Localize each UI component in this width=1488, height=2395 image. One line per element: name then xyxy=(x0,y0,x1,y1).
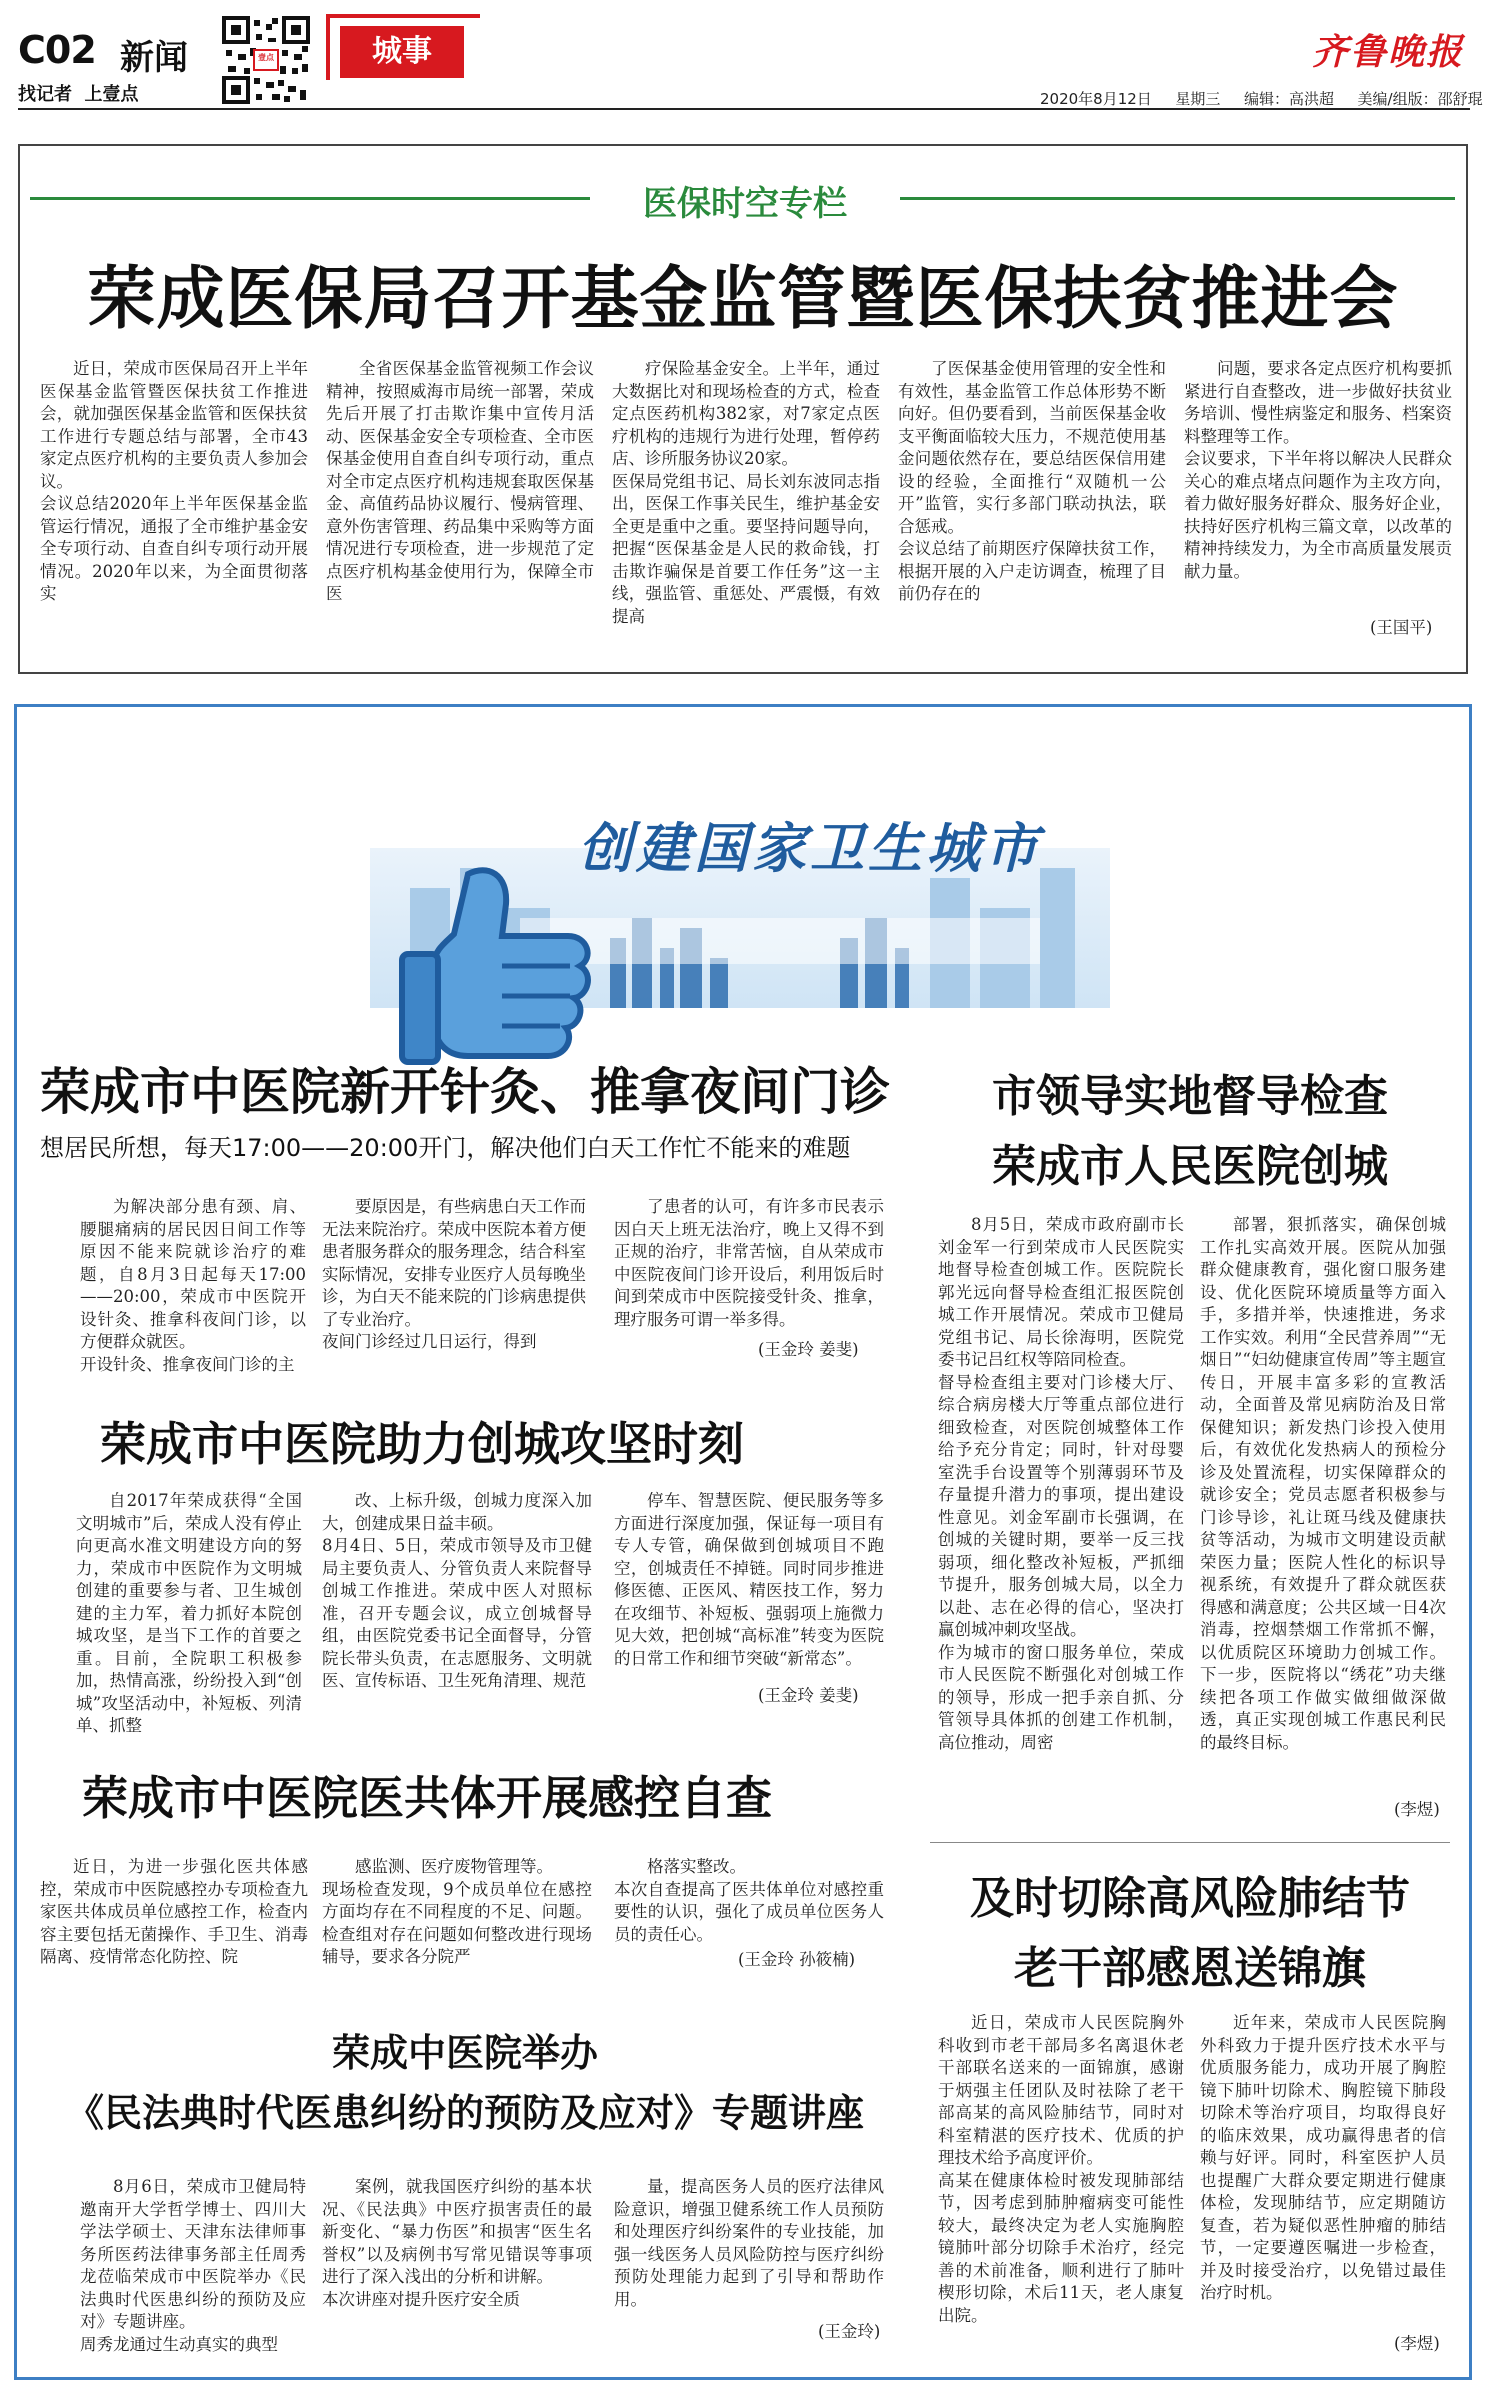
article-a-subtitle: 想居民所想，每天17:00——20:00开门，解决他们白天工作忙不能来的难题 xyxy=(40,1134,851,1162)
article-c-author: (王金玲 孙筱楠) xyxy=(738,1950,856,1969)
article-f-col-1: 近日，荣成市人民医院胸外科收到市老干部局多名离退休老干部联名送来的一面锦旗，感谢于炳强主任团队及时祛除了老干部高某的高风险肺结节，同时对科室精湛的医疗技术、优质的护理技术给予高度评价。 高某在健康体检时被发现肺部结节，因考虑到肺肿瘤病变可能性较大，最终决定为老人实施胸腔镜肺叶部分切除手术治疗，经完善的术前准备，顺利进行了肺叶楔形切除，术后11天，老人康复出院。 xyxy=(938,2013,1184,2325)
article-d-title-line2: 《民法典时代医患纠纷的预防及应对》专题讲座 xyxy=(65,2091,864,2135)
column-label-rule-right xyxy=(900,197,1455,200)
article-e-col-1: 8月5日，荣成市政府副市长刘金军一行到荣成市人民医院实地督导检查创城工作。医院院长郭光远向督导检查组汇报医院创城工作开展情况。荣成市卫健局党组书记、局长徐海明，医院党委书记吕红权等陪同检查。 督导检查组主要对门诊楼大厅、综合病房楼大厅等重点部位进行细致检查，对医院创城整体工作给予充分肯定；同时，针对母婴室洗手台设置等个别薄弱环节及存量提升潜力的事项，提出建设性意见。刘金军副市长强调，在创城的关键时期，要举一反三找弱项，细化整改补短板，严抓细节提升，服务创城大局，以全力以赴、志在必得的信心，坚决打赢创城冲刺攻坚战。 作为城市的窗口服务单位，荣成市人民医院不断强化对创城工作的领导，形成一把手亲自抓、分管领导具体抓的创建工作机制，高位推动，周密 xyxy=(938,1215,1184,1752)
article-c-title: 荣成市中医院医共体开展感控自查 xyxy=(82,1771,772,1825)
editor-credit: 编辑：高洪超 xyxy=(1243,90,1334,108)
article-c-col-3: 格落实整改。 本次自查提高了医共体单位对感控重要性的认识，强化了成员单位医务人员的责任心。 xyxy=(614,1857,884,1944)
masthead xyxy=(0,0,1488,110)
article-e-title-line1: 市领导实地督导检查 xyxy=(992,1071,1388,1122)
designer-credit: 美编/组版：邵舒琨 xyxy=(1357,90,1483,108)
article-d-col-2: 案例，就我国医疗纠纷的基本状况、《民法典》中医疗损害责任的最新变化、“暴力伤医”和损害“医生名誉权”以及病例书写常见错误等事项进行了深入浅出的分析和讲解。 本次讲座对提升医疗安全质 xyxy=(322,2177,592,2309)
article-a-title: 荣成市中医院新开针灸、推拿夜间门诊 xyxy=(40,1063,890,1121)
column-label: 医保时空专栏 xyxy=(643,184,847,224)
top-article-title: 荣成医保局召开基金监管暨医保扶贫推进会 xyxy=(87,260,1399,339)
top-article-author: (王国平) xyxy=(1370,618,1433,637)
article-a-col-2: 要原因是，有些病患白天工作而无法来院治疗。荣成中医院本着方便患者服务群众的服务理念，结合科室实际情况，安排专业医疗人员每晚坐诊，为白天不能来院的门诊病患提供了专业治疗。 夜间门诊经过几日运行，得到 xyxy=(322,1197,586,1351)
article-f-rule xyxy=(930,1842,1450,1843)
column-label-rule-left xyxy=(30,197,590,200)
top-article-col-3: 疗保险基金安全。上半年，通过大数据比对和现场检查的方式，检查定点医药机构382家，对7家定点医疗机构的违规行为进行处理，暂停药店、诊所服务协议20家。 医保局党组书记、局长刘东波同志指出，医保工作事关民生，维护基金安全更是重中之重。要坚持问题导向，把握“医保基金是人民的救命钱，打击欺诈骗保是首要工作任务”这一主线，强监管、重惩处、严震慑，有效提高 xyxy=(612,359,880,626)
top-article-col-1: 近日，荣成市医保局召开上半年医保基金监管暨医保扶贫工作推进会，就加强医保基金监管和医保扶贫工作进行专题总结与部署，全市43家定点医疗机构的主要负责人参加会议。 会议总结2020年上半年医保基金监管运行情况，通报了全市维护基金安全专项行动、自查自纠专项行动开展情况。2020年以来，为全面贯彻落实 xyxy=(40,359,308,603)
qr-code-icon xyxy=(222,16,310,104)
article-a-col-3: 了患者的认可，有许多市民表示因白天上班无法治疗，晚上又得不到正规的治疗，非常苦恼，自从荣成市中医院夜间门诊开设后，利用饭后时间到荣成市中医院接受针灸、推拿，理疗服务可谓一举多得。 xyxy=(614,1197,884,1329)
page-number: C02 xyxy=(18,28,96,72)
article-d-col-1: 8月6日，荣成市卫健局特邀南开大学哲学博士、四川大学法学硕士、天津东法律师事务所医药法律事务部主任周秀龙莅临荣成市中医院举办《民法典时代医患纠纷的预防及应对》专题讲座。 周秀龙通过生动真实的典型 xyxy=(80,2177,306,2354)
article-f-title-line1: 及时切除高风险肺结节 xyxy=(970,1873,1410,1924)
article-b-col-3: 停车、智慧医院、便民服务等多方面进行深度加强，保证每一项目有专人专管，确保做到创城项目不跑空，创城责任不掉链。同时同步推进修医德、正医风、精医技工作，努力在攻细节、补短板、强弱项上施微力见大效，把创城“高标准”转变为医院的日常工作和细节突破“新常态”。 xyxy=(614,1491,884,1668)
article-d-title-line1: 荣成中医院举办 xyxy=(331,2031,598,2075)
article-c-col-1: 近日，为进一步强化医共体感控，荣成市中医院感控办专项检查九家医共体成员单位感控工作，检查内容主要包括无菌操作、手卫生、消毒隔离、疫情常态化防控、院 xyxy=(40,1857,308,1966)
masthead-rule xyxy=(18,108,1470,110)
article-e-author: (李煜) xyxy=(1394,1800,1440,1819)
issue-date: 2020年8月12日 xyxy=(1040,90,1152,108)
article-c-col-2: 感监测、医疗废物管理等。 现场检查发现，9个成员单位在感控方面均存在不同程度的不足、问题。检查组对存在问题如何整改进行现场辅导，要求各分院严 xyxy=(322,1857,592,1966)
issue-info xyxy=(1040,88,1483,109)
article-f-author: (李煜) xyxy=(1394,2334,1440,2353)
article-e-title-line2: 荣成市人民医院创城 xyxy=(992,1141,1388,1192)
top-article-col-2: 全省医保基金监管视频工作会议精神，按照威海市局统一部署，荣成先后开展了打击欺诈集中宣传月活动、医保基金安全专项检查、全市医保基金使用自查自纠专项行动，重点对全市定点医疗机构违规套取医保基金、高值药品协议履行、慢病管理、意外伤害管理、药品集中采购等方面情况进行专项检查，进一步规范了定点医疗机构基金使用行为，保障全市医 xyxy=(326,359,594,603)
top-article-col-5: 问题，要求各定点医疗机构要抓紧进行自查整改，进一步做好扶贫业务培训、慢性病鉴定和服务、档案资料整理等工作。 会议要求，下半年将以解决人民群众关心的难点堵点问题作为主攻方向，着力做好服务好群众、服务好企业，扶持好医疗机构三篇文章，以改革的精神持续发力，为全市高质量发展贡献力量。 xyxy=(1184,359,1452,581)
thumbs-up-icon xyxy=(398,854,598,1074)
channel-tab: 城事 xyxy=(340,26,464,78)
issue-weekday: 星期三 xyxy=(1175,90,1221,108)
article-f-title-line2: 老干部感恩送锦旗 xyxy=(1014,1943,1366,1994)
newspaper-logo: 齐鲁晚报 xyxy=(1312,32,1465,73)
masthead-slogan: 找记者 上壹点 xyxy=(18,84,139,105)
article-a-author: (王金玲 姜斐) xyxy=(758,1340,859,1359)
article-b-col-1: 自2017年荣成获得“全国文明城市”后，荣成人没有停止向更高水准文明建设方向的努力，荣成市中医院作为文明城创建的重要参与者、卫生城创建的主力军，着力抓好本院创城攻坚，是当下工作的首要之重。目前，全院职工积极参加，热情高涨，纷纷投入到“创城”攻坚活动中，补短板、列清单、抓整 xyxy=(76,1491,302,1735)
article-d-col-3: 量，提高医务人员的医疗法律风险意识，增强卫健系统工作人员预防和处理医疗纠纷案件的专业技能，加强一线医务人员风险防控与医疗纠纷预防处理能力起到了引导和帮助作用。 xyxy=(614,2177,884,2309)
article-f-col-2: 近年来，荣成市人民医院胸外科致力于提升医疗技术水平与优质服务能力，成功开展了胸腔镜下肺叶切除术、胸腔镜下肺段切除术等治疗项目，均取得良好的临床效果，成功赢得患者的信赖与好评。同时，科室医护人员也提醒广大群众要定期进行健康体检，发现肺结节，应定期随访复查，若为疑似恶性肿瘤的肺结节，一定要遵医嘱进一步检查，并及时接受治疗，以免错过最佳治疗时机。 xyxy=(1200,2013,1446,2302)
article-b-col-2: 改、上标升级，创城力度深入加大，创建成果日益丰硕。 8月4日、5日，荣成市领导及市卫健局主要负责人、分管负责人来院督导创城工作推进。荣成中医人对照标准，召开专题会议，成立创城督导组，由医院党委书记全面督导，分管院长带头负责，在志愿服务、文明就医、宣传标语、卫生死角清理、规范 xyxy=(322,1491,592,1690)
article-a-col-1: 为解决部分患有颈、肩、腰腿痛病的居民因日间工作等原因不能来院就诊治疗的难题，自8月3日起每天17:00——20:00，荣成市中医院开设针灸、推拿科夜间门诊，以方便群众就医。 开设针灸、推拿夜间门诊的主 xyxy=(80,1197,306,1374)
section-name: 新闻 xyxy=(120,38,188,78)
article-e-col-2: 部署，狠抓落实，确保创城工作扎实高效开展。医院从加强群众健康教育，强化窗口服务建设、优化医院环境质量等方面入手，多措并举，快速推进，务求工作实效。利用“全民营养周”“无烟日”“妇幼健康宣传周”等主题宣传日，开展丰富多彩的宣教活动，全面普及常见病防治及日常保健知识；新发热门诊投入使用后，有效优化发热病人的预检分诊及处置流程，切实保障群众的就诊安全；党员志愿者积极参与门诊导诊，礼让斑马线及健康扶贫等活动，为城市文明建设贡献荣医力量；医院人性化的标识导视系统，有效提升了群众就医获得感和满意度；公共区域一日4次消毒，控烟禁烟工作常抓不懈，以优质院区环境助力创城工作。下一步，医院将以“绣花”功夫继续把各项工作做实做细做深做透，真正实现创城工作惠民利民的最终目标。 xyxy=(1200,1215,1446,1752)
article-b-author: (王金玲 姜斐) xyxy=(758,1686,859,1705)
top-article-col-4: 了医保基金使用管理的安全性和有效性，基金监管工作总体形势不断向好。但仍要看到，当前医保基金收支平衡面临较大压力，不规范使用基金问题依然存在，要总结医保信用建设的经验，全面推行“双随机一公开”监管，实行多部门联动执法，联合惩戒。 会议总结了前期医疗保障扶贫工作，根据开展的入户走访调查，梳理了目前仍存在的 xyxy=(898,359,1166,603)
article-d-author: (王金玲) xyxy=(818,2322,881,2341)
banner-title: 创建国家卫生城市 xyxy=(578,817,1042,880)
qr-label: 壹点 xyxy=(258,53,274,62)
article-b-title: 荣成市中医院助力创城攻坚时刻 xyxy=(100,1417,744,1471)
